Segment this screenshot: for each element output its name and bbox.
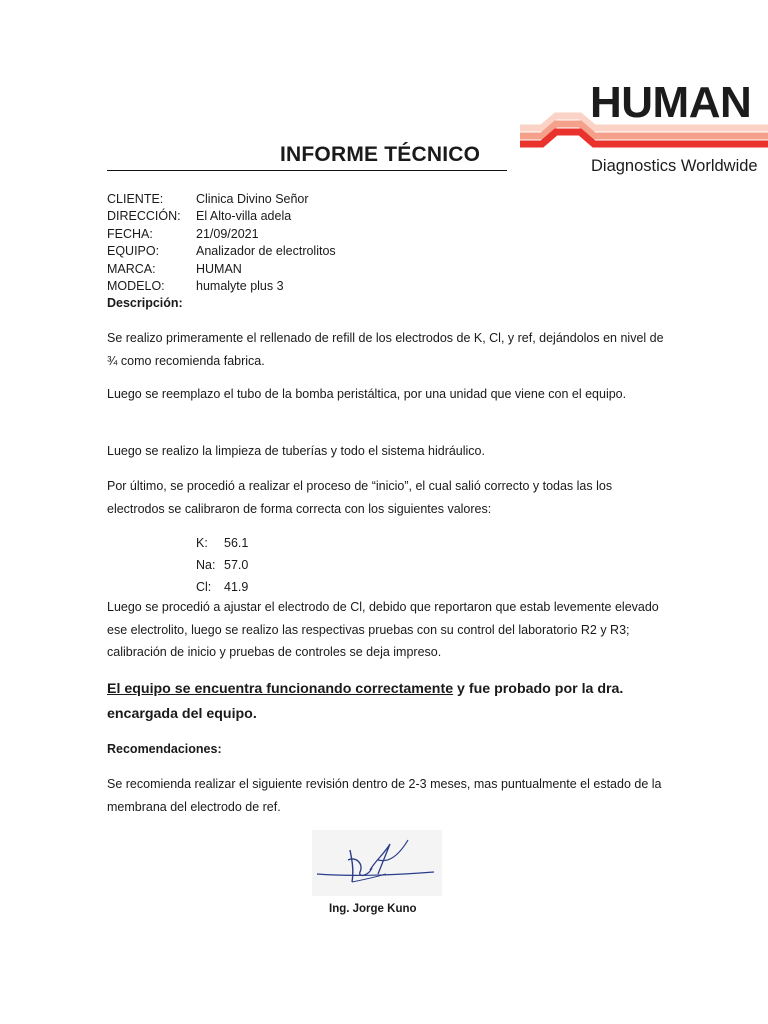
conclusion bbox=[107, 677, 667, 727]
value-label: K: bbox=[196, 536, 208, 550]
conclusion-rest: y fue probado por la dra. encargada del equipo. bbox=[107, 681, 624, 722]
signer-name: Ing. Jorge Kuno bbox=[329, 903, 417, 915]
conclusion-underlined: El equipo se encuentra funcionando correctamente bbox=[107, 681, 454, 697]
info-label: CLIENTE: bbox=[107, 192, 164, 206]
paragraph-refill: Se realizo primeramente el rellenado de refill de los electrodos de K, Cl, y ref, dejándolos en nivel de ¾ como recomienda fabrica. bbox=[107, 331, 664, 368]
info-row-date bbox=[107, 226, 336, 243]
info-label: DIRECCIÓN: bbox=[107, 209, 181, 224]
info-value: El Alto-villa adela bbox=[196, 209, 292, 224]
recommendations-heading: Recomendaciones: bbox=[107, 742, 222, 756]
value-label: Cl: bbox=[196, 579, 212, 594]
signature bbox=[312, 830, 442, 896]
calibration-values bbox=[196, 533, 248, 598]
value-number: 56.1 bbox=[224, 536, 249, 550]
info-row-brand bbox=[107, 261, 336, 278]
info-label: MARCA: bbox=[107, 261, 156, 276]
paragraph-cleaning: Luego se realizo la limpieza de tuberías y todo el sistema hidráulico. bbox=[107, 444, 485, 458]
signature-image bbox=[312, 830, 442, 896]
info-row-address bbox=[107, 208, 336, 225]
info-value: 21/09/2021 bbox=[196, 226, 259, 241]
info-label: EQUIPO: bbox=[107, 244, 160, 259]
title-underline bbox=[107, 170, 507, 171]
logo-brand: HUMAN bbox=[590, 78, 752, 127]
description-heading: Descripción: bbox=[107, 296, 183, 310]
logo-tagline: Diagnostics Worldwide bbox=[591, 157, 758, 175]
document-title: INFORME TÉCNICO bbox=[280, 143, 481, 166]
info-row-equipment bbox=[107, 243, 336, 260]
info-row-client bbox=[107, 191, 336, 208]
info-row-model bbox=[107, 278, 336, 295]
info-label: FECHA: bbox=[107, 226, 153, 241]
info-label: MODELO: bbox=[107, 279, 165, 294]
info-value: humalyte plus 3 bbox=[196, 279, 284, 294]
recommendation-text: Se recomienda realizar el siguiente revisión dentro de 2-3 meses, mas puntualmente el estado de la membrana del electrodo de ref. bbox=[107, 777, 662, 814]
value-row-na bbox=[196, 555, 248, 577]
paragraph-pump-tube: Luego se reemplazo el tubo de la bomba peristáltica, por una unidad que viene con el equipo. bbox=[107, 387, 627, 401]
info-value: Analizador de electrolitos bbox=[196, 244, 336, 259]
info-value: HUMAN bbox=[196, 261, 242, 276]
value-row-k bbox=[196, 533, 248, 555]
client-info bbox=[107, 191, 336, 295]
paragraph-adjustment: Luego se procedió a ajustar el electrodo de Cl, debido que reportaron que estab levemente elevado ese electrolito, luego se realizo las respectivas pruebas con su control del laboratorio R2 y R3; calibración de inicio y pruebas de controles se deja impreso. bbox=[107, 600, 659, 659]
value-label: Na: bbox=[196, 557, 216, 572]
value-number: 57.0 bbox=[224, 557, 249, 572]
info-value: Clinica Divino Señor bbox=[196, 192, 309, 206]
paragraph-calibration: Por último, se procedió a realizar el proceso de “inicio”, el cual salió correcto y todas las los electrodos se calibraron de forma correcta con los siguientes valores: bbox=[107, 479, 613, 516]
value-number: 41.9 bbox=[224, 579, 249, 594]
